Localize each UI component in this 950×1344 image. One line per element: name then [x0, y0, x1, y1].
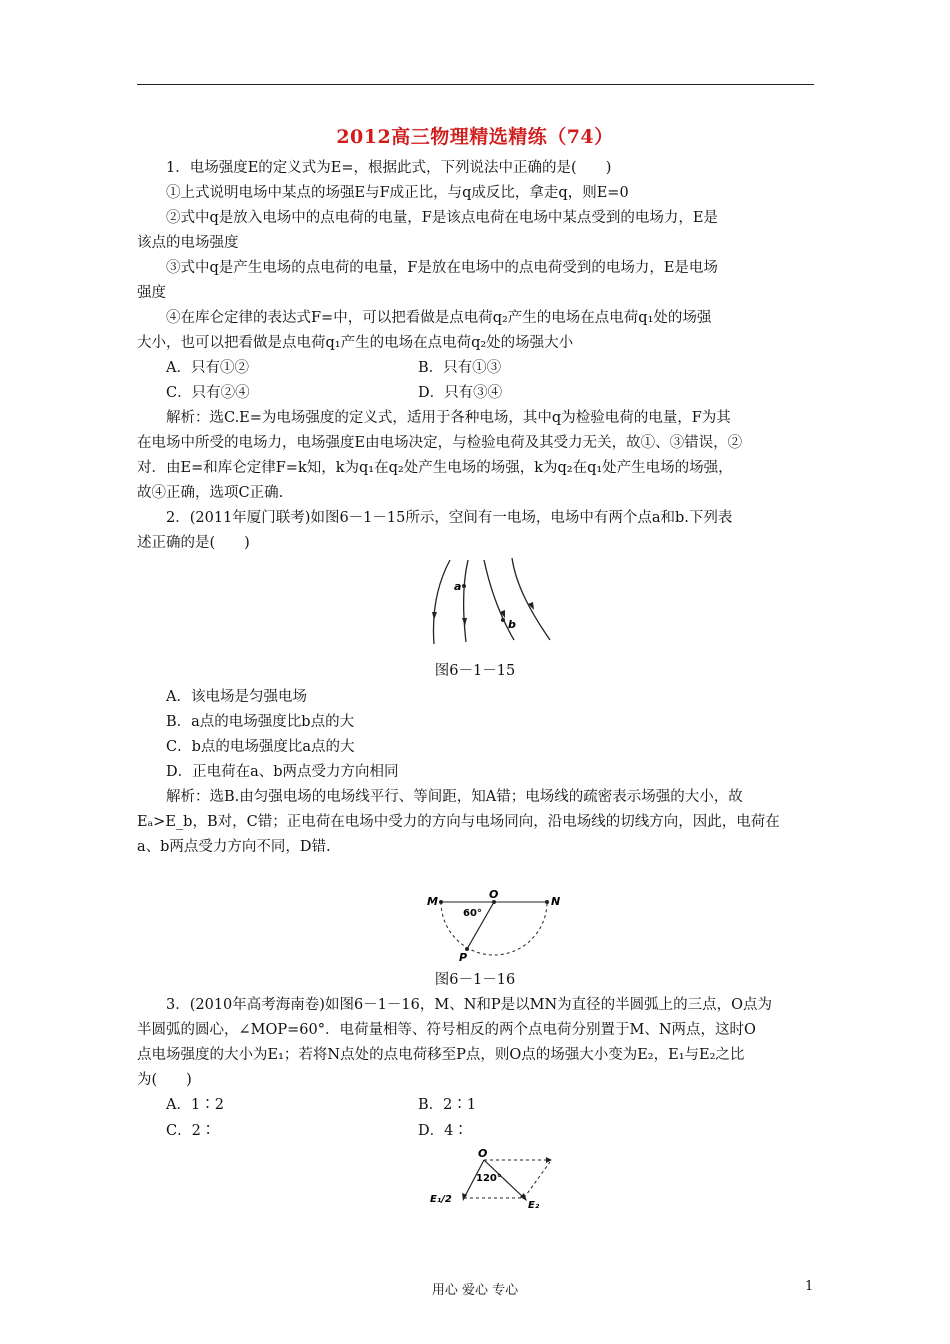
- page-title: 2012高三物理精选精练（74）: [336, 126, 614, 148]
- label-M: M: [427, 895, 438, 908]
- q2-stem-1: 2．(2011年厦门联考)如图6－1－15所示，空间有一电场，电场中有两个点a和b.下列表: [166, 510, 733, 526]
- arrow-1: [432, 612, 437, 620]
- q3-stem-1: 3．(2010年高考海南卷)如图6－1－16，M、N和P是以MN为直径的半圆弧上的三点，O点为: [166, 997, 773, 1013]
- page-number: 1: [805, 1279, 814, 1294]
- point-b: [501, 618, 505, 622]
- q1-statement-2a: ②式中q是放入电场中的点电荷的电量，F是该点电荷在电场中某点受到的电场力，E是: [166, 210, 718, 226]
- q1-answer-4: 故④正确，选项C正确.: [137, 485, 284, 501]
- point-a: [462, 584, 466, 588]
- label-N: N: [551, 895, 561, 908]
- q1-statement-1: ①上式说明电场中某点的场强E与F成正比，与q成反比，拿走q，则E=0: [166, 185, 629, 201]
- semicircle-arc: [441, 902, 547, 955]
- angle-label: 120°: [476, 1173, 502, 1184]
- semicircle-figure: [425, 888, 565, 962]
- vector-figure: [428, 1146, 558, 1212]
- label-E1-half: E₁/2: [430, 1194, 452, 1205]
- point-N: [545, 900, 549, 904]
- fig-6-1-16-caption: 图6－1－16: [434, 972, 516, 988]
- q1-stem: 1．电场强度E的定义式为E=，根据此式，下列说法中正确的是( ): [166, 160, 612, 176]
- field-lines-figure: [420, 556, 560, 648]
- q2-option-c: C．b点的电场强度比a点的大: [166, 739, 355, 755]
- field-line-2: [464, 560, 468, 642]
- point-M: [439, 900, 443, 904]
- q1-answer-2: 在电场中所受的电场力，电场强度E由电场决定，与检验电荷及其受力无关，故①、③错误，②: [137, 435, 743, 451]
- q3-option-c: C．2∶: [166, 1123, 216, 1139]
- q2-answer-3: a、b两点受力方向不同，D错.: [137, 839, 331, 855]
- q3-option-d: D．4∶: [418, 1123, 468, 1139]
- q2-stem-2: 述正确的是( ): [137, 535, 250, 551]
- q1-answer-1: 解析：选C.E=为电场强度的定义式，适用于各种电场，其中q为检验电荷的电量，F为其: [166, 410, 731, 426]
- q3-stem-2: 半圆弧的圆心，∠MOP=60°．电荷量相等、符号相反的两个点电荷分别置于M、N两点，这时O: [137, 1022, 756, 1038]
- fig-6-1-15-caption: 图6－1－15: [434, 663, 516, 679]
- q1-statement-4b: 大小，也可以把看做是点电荷q₁产生的电场在点电荷q₂处的场强大小: [137, 335, 574, 351]
- label-b: b: [508, 618, 516, 631]
- field-line-4: [512, 558, 550, 640]
- q3-option-a: A．1∶2: [166, 1097, 224, 1113]
- q2-option-a: A．该电场是匀强电场: [166, 689, 307, 705]
- right-side: [524, 1162, 550, 1198]
- q1-option-a: A．只有①②: [166, 360, 249, 376]
- page-footer: 用心 爱心 专心: [431, 1283, 519, 1298]
- q1-option-d: D．只有③④: [418, 385, 503, 401]
- label-a: a: [454, 580, 462, 593]
- label-O: O: [489, 888, 499, 901]
- q2-answer-1: 解析：选B.由匀强电场的电场线平行、等间距，知A错；电场线的疏密表示场强的大小，故: [166, 789, 743, 805]
- q3-stem-4: 为( ): [137, 1072, 192, 1088]
- q1-statement-4a: ④在库仑定律的表达式F=中，可以把看做是点电荷q₂产生的电场在点电荷q₁处的场强: [166, 310, 712, 326]
- right-arrowhead: [520, 1193, 527, 1201]
- q2-answer-2: Eₐ>E_b，B对，C错；正电荷在电场中受力的方向与电场同向，沿电场线的切线方向，因此，电荷在: [137, 814, 780, 830]
- label-P: P: [459, 951, 468, 962]
- angle-label: 60°: [463, 908, 482, 919]
- top-arrowhead: [546, 1157, 552, 1163]
- q1-option-c: C．只有②④: [166, 385, 250, 401]
- q1-statement-3a: ③式中q是产生电场的点电荷的电量，F是放在电场中的点电荷受到的电场力，E是电场: [166, 260, 718, 276]
- q2-option-d: D．正电荷在a、b两点受力方向相同: [166, 764, 399, 780]
- header-rule: [137, 84, 814, 85]
- label-E2: E₂: [528, 1200, 540, 1211]
- q2-option-b: B．a点的电场强度比b点的大: [166, 714, 355, 730]
- label-O: O: [478, 1147, 488, 1160]
- field-line-1: [434, 560, 450, 644]
- q3-stem-3: 点电场强度的大小为E₁；若将N点处的点电荷移至P点，则O点的场强大小变为E₂，E₁与E₂之比: [137, 1047, 745, 1063]
- q1-option-b: B．只有①③: [418, 360, 502, 376]
- q1-statement-3b: 强度: [137, 285, 166, 301]
- q3-option-b: B．2∶1: [418, 1097, 477, 1113]
- q1-answer-3: 对．由E=和库仑定律F=k知，k为q₁在q₂处产生电场的场强，k为q₂在q₁处产生电场的场强，: [137, 460, 733, 476]
- q1-statement-2b: 该点的电场强度: [137, 235, 239, 251]
